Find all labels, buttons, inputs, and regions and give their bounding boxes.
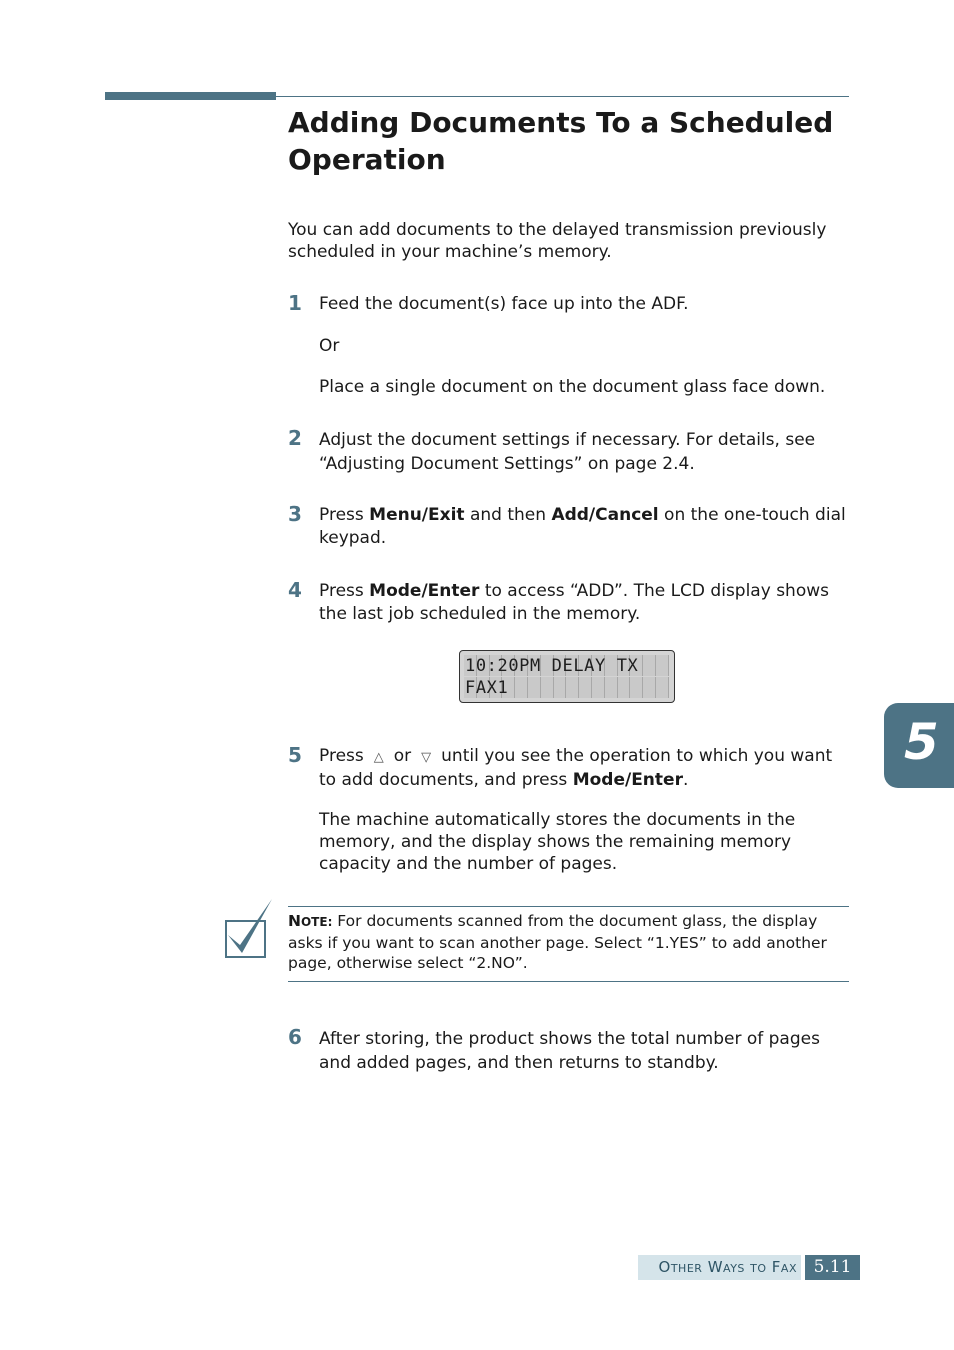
page-title: Adding Documents To a Scheduled Operation — [288, 106, 834, 176]
mode-enter-key-label: Mode/Enter — [572, 770, 683, 790]
step-5-post: until you see the operation to which you want to add documents, and press — [319, 746, 833, 790]
lcd-cell — [643, 677, 656, 698]
note-text — [288, 911, 848, 974]
step-1-or: Or — [319, 336, 340, 356]
lcd-cell — [656, 677, 669, 698]
step-3-pre: Press — [319, 505, 370, 525]
footer-section-title — [638, 1255, 801, 1280]
mode-enter-key-label: Mode/Enter — [369, 581, 480, 601]
lcd-display — [459, 650, 675, 703]
up-triangle-icon: △ — [373, 750, 384, 765]
step-5-text — [319, 745, 854, 792]
lcd-cell — [541, 677, 554, 698]
note-label-first: N — [288, 912, 301, 930]
step-5-pre: Press — [319, 746, 364, 766]
chapter-number: 5 — [904, 713, 939, 771]
lcd-cell — [566, 677, 579, 698]
note-body: For documents scanned from the document glass, the display asks if you want to scan another page. Select “1.YES” to add another page, otherwise select “2.NO”. — [288, 912, 827, 972]
note-label — [288, 912, 332, 930]
intro-paragraph: You can add documents to the delayed transmission previously scheduled in your machine’s memory. — [288, 220, 827, 262]
footer-section-text: Other Ways to Fax — [658, 1258, 797, 1276]
step-number-5: 5 — [288, 743, 302, 767]
step-5-follow: The machine automatically stores the documents in the memory, and the display shows the remaining memory capacity and the number of pages. — [319, 810, 796, 874]
step-number-3: 3 — [288, 502, 302, 526]
step-4-post: to access “ADD”. The LCD display shows the last job scheduled in the memory. — [319, 581, 829, 624]
lcd-cell — [656, 655, 669, 676]
footer-page-number: 5.11 — [805, 1255, 860, 1280]
step-3-text — [319, 504, 854, 550]
step-number-4: 4 — [288, 578, 302, 602]
lcd-cell — [554, 677, 567, 698]
step-3-mid: and then — [464, 505, 552, 525]
header-rule-thick — [105, 92, 276, 100]
step-4-text — [319, 580, 854, 626]
step-5-end: . — [682, 770, 689, 790]
lcd-cell — [605, 677, 618, 698]
header-rule-thin — [276, 96, 849, 97]
step-number-2: 2 — [288, 426, 302, 450]
down-triangle-icon: ▽ — [421, 750, 432, 765]
lcd-cell — [643, 655, 656, 676]
step-2-text: Adjust the document settings if necessary. For details, see “Adjusting Document Settings” on page 2.4. — [319, 430, 816, 474]
step-3-post: on the one-touch dial keypad. — [319, 505, 846, 548]
chapter-tab — [884, 703, 954, 788]
note-rule-top — [288, 906, 849, 907]
checkmark-note-icon — [222, 895, 276, 961]
step-1-text: Feed the document(s) face up into the ADF. — [319, 294, 689, 314]
lcd-cell — [528, 677, 541, 698]
lcd-line-1: 10:20PM DELAY TX — [465, 656, 639, 676]
note-rule-bottom — [288, 981, 849, 982]
step-6-text: After storing, the product shows the total number of pages and added pages, and then returns to standby. — [319, 1029, 820, 1073]
step-number-1: 1 — [288, 291, 302, 315]
step-4-pre: Press — [319, 581, 370, 601]
note-label-rest: OTE: — [300, 915, 333, 929]
lcd-line-2: FAX1 — [465, 678, 509, 698]
lcd-cell — [630, 677, 643, 698]
step-5-or: or — [393, 746, 412, 766]
lcd-cell — [592, 677, 605, 698]
lcd-cell — [618, 677, 631, 698]
lcd-cell — [515, 677, 528, 698]
step-1-alt: Place a single document on the document glass face down. — [319, 377, 826, 397]
menu-exit-key-label: Menu/Exit — [369, 505, 465, 525]
lcd-cell — [579, 677, 592, 698]
add-cancel-key-label: Add/Cancel — [551, 505, 659, 525]
step-number-6: 6 — [288, 1025, 302, 1049]
